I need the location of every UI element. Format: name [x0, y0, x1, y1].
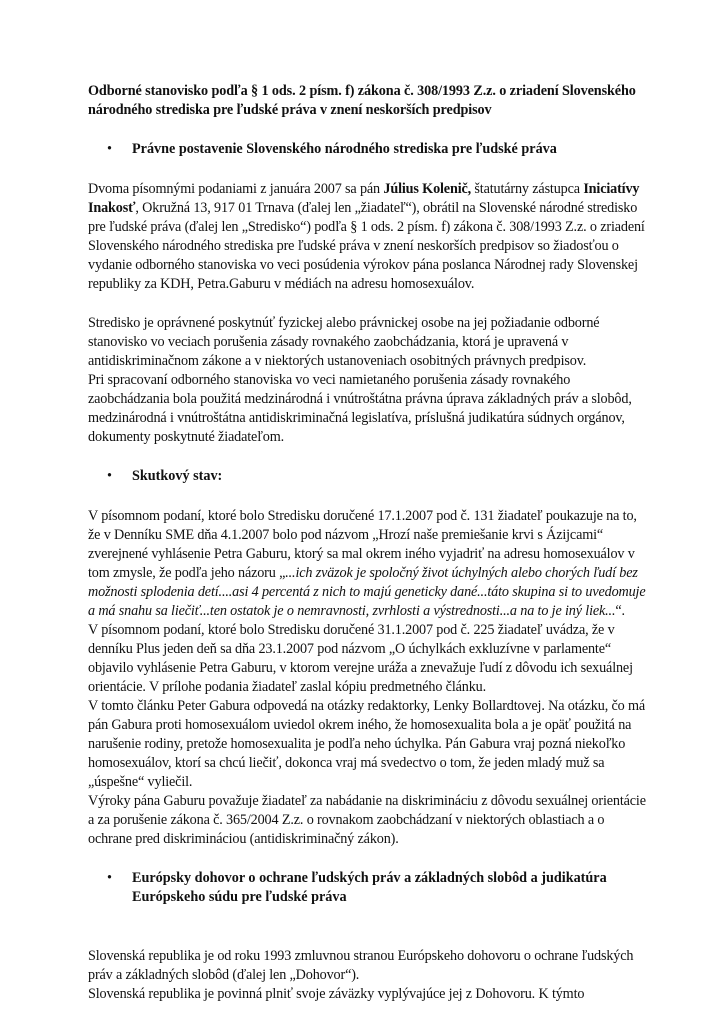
text-run: , Okružná 13, 917 01 Trnava (ďalej len „žiadateľ“), obrátil na Slovenské národné stredisko pre ľudské práva (ďalej len „Stredisko“) podľa § 1 ods. 2 písm. f) zákona č. 308/1993 Z.z. o zriadení Slovenského národného strediska pre ľudské práva v znení neskorších predpisov so žiadosťou o vydanie odborného stanoviska vo veci posúdenia výrokov pána poslanca Národnej rady Slovenskej republiky za KDH, Petra.Gaburu v médiách na adresu homosexuálov. — [88, 200, 645, 292]
section-heading-facts — [88, 467, 648, 486]
paragraph-second-submission: V písomnom podaní, ktoré bolo Stredisku doručené 31.1.2007 pod č. 225 žiadateľ uvádza, že v denníku Plus jeden deň sa dňa 23.1.2007 pod názvom „O úchylkách exkluzívne v parlamente“ objavilo vyhlásenie Petra Gaburu, v ktorom verejne uráža a znevažuje ľudí z dôvodu ich sexuálnej orientácie. V prílohe podania žiadateľ zaslal kópiu predmetného článku. — [88, 622, 633, 695]
text-run: štatutárny zástupca — [471, 181, 584, 197]
paragraph-sources: Pri spracovaní odborného stanoviska vo veci namietaného porušenia zásady rovnakého zaobchádzania bola použitá medzinárodná i vnútroštátna právna úprava základných práv a slobôd, medzinárodná i vnútroštátna antidiskriminačná legislatíva, príslušná judikatúra súdnych orgánov, dokumenty poskytnuté žiadateľom. — [88, 372, 632, 445]
section-heading-text: Európsky dohovor o ochrane ľudských práv a základných slobôd a judikatúra Európskeho súdu pre ľudské práva — [132, 870, 607, 905]
paragraph-article: V tomto článku Peter Gabura odpovedá na otázky redaktorky, Lenky Bollardtovej. Na otázku, čo má pán Gabura proti homosexuálom uviedol okrem iného, že homosexualita bola a je opäť použitá na narušenie rodiny, pretože homosexualita je podľa neho úchylka. Pán Gabura vraj pozná niekoľko homosexuálov, ktorí sa chcú liečiť, dokonca vraj má svedectvo o tom, že jeden mladý muž sa „úspešne“ vyliečil. — [88, 698, 646, 790]
paragraph-first-submission — [88, 507, 648, 621]
section-heading-legal-status — [88, 140, 648, 159]
text-run: “. — [615, 603, 625, 619]
applicant-name: Július Kolenič, — [383, 181, 472, 197]
paragraph-authority: Stredisko je oprávnené poskytnúť fyzickej alebo právnickej osobe na jej požiadanie odborné stanovisko vo veciach porušenia zásady rovnakého zaobchádzania, ktorá je upravená v antidiskriminačnom zákone a v niektorých ustanoveniach osobitných právnych predpisov. — [88, 315, 600, 369]
document-title: Odborné stanovisko podľa § 1 ods. 2 písm. f) zákona č. 308/1993 Z.z. o zriadení Slovenského národného strediska pre ľudské práva v znení neskorších predpisov — [88, 83, 636, 118]
paragraph-convention-party: Slovenská republika je od roku 1993 zmluvnou stranou Európskeho dohovoru o ochrane ľudských práv a základných slobôd (ďalej len „Dohovor“). — [88, 948, 634, 983]
text-run: Dvoma písomnými podaniami z januára 2007 sa pán — [88, 181, 384, 197]
paragraph-applicant-view: Výroky pána Gaburu považuje žiadateľ za nabádanie na diskrimináciu z dôvodu sexuálnej orientácie a za porušenie zákona č. 365/2004 Z.z. o rovnakom zaobchádzaní v niektorých oblastiach a o ochrane pred diskrimináciou (antidiskriminačný zákon). — [88, 793, 646, 847]
text-run: V písomnom podaní, ktoré bolo Stredisku doručené 17.1.2007 pod č. 131 žiadateľ poukazuje na to, že v Denníku SME dňa 4.1.2007 bolo pod názvom „Hrozí naše premiešanie krvi s Ázijcami“ zverejnené vyhlásenie Petra Gaburu, ktorý sa mal okrem iného vyjadriť na adresu homosexuálov v tom zmysle, že podľa jeho názoru „ — [88, 508, 637, 581]
section-heading-convention — [88, 869, 648, 907]
organization-name: Iniciatívy Inakosť — [88, 181, 640, 216]
section-heading-text: Skutkový stav: — [132, 468, 223, 484]
quoted-statement: ...ich zväzok je spoločný život úchylných alebo chorých ľudí bez možnosti splodenia detí....asi 4 percentá z nich to majú geneticky dané...táto skupina si to uvedomuje a má snahu sa liečiť...ten ostatok je o nemravnosti, zvrhlosti a výstrednosti...a na to je iný liek... — [88, 565, 646, 619]
bullet-icon: • — [107, 468, 112, 484]
bullet-icon: • — [107, 141, 112, 157]
section-heading-text: Právne postavenie Slovenského národného strediska pre ľudské práva — [132, 141, 557, 157]
bullet-icon: • — [107, 870, 112, 886]
paragraph-convention-obligations: Slovenská republika je povinná plniť svoje záväzky vyplývajúce jej z Dohovoru. K týmto — [88, 986, 585, 1002]
document-page — [88, 82, 648, 1004]
paragraph-request — [88, 180, 648, 294]
